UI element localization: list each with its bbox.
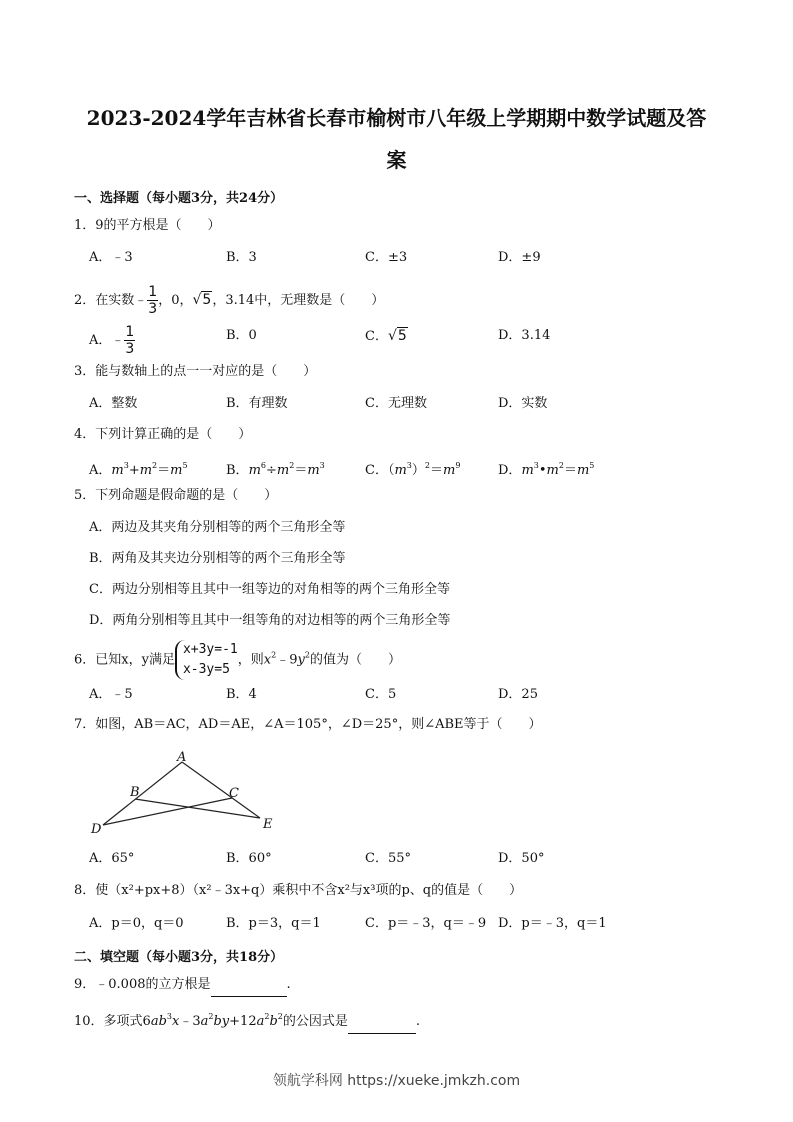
label-d: D [91, 822, 102, 837]
q3-option-d: D．实数 [498, 396, 548, 411]
triangle-figure [85, 748, 295, 843]
title-line-2: 案 [386, 148, 407, 172]
q4-stem: 4．下列计算正确的是（ ） [74, 427, 252, 442]
q8-option-d: D．p＝﹣3，q＝1 [498, 916, 607, 931]
q3-option-a: A．整数 [89, 396, 138, 411]
q1-option-a: A．﹣3 [89, 250, 133, 265]
label-b: B [130, 785, 140, 800]
q7-option-c: C．55° [365, 851, 411, 866]
q7-option-a: A．65° [89, 851, 135, 866]
q6-option-a: A．﹣5 [89, 687, 133, 702]
q6-option-d: D．25 [498, 687, 538, 702]
square-root: √5 [192, 292, 212, 308]
q8-option-b: B．p＝3，q＝1 [226, 916, 321, 931]
q4-option-b: B．$m^6\div m^2=m^3$ [226, 461, 325, 478]
fraction: $\frac{1}{3}$ [148, 284, 158, 317]
q7-option-b: B．60° [226, 851, 272, 866]
q3-option-c: C．无理数 [365, 396, 427, 411]
section-2-heading: 二、填空题（每小题3分，共18分） [74, 950, 284, 965]
q2-option-c: C．√5 [365, 328, 407, 344]
q7-option-d: D．50° [498, 851, 545, 866]
answer-blank [211, 978, 287, 997]
q3-option-b: B．有理数 [226, 396, 288, 411]
title-line-1: 2023-2024学年吉林省长春市榆树市八年级上学期期中数学试题及答 [86, 106, 707, 130]
label-a: A [177, 750, 187, 765]
q6-stem: 6．已知x，y满足x+3y=-1 x-3y=5，则$x^2﹣9y^2$的值为（ ） [74, 640, 401, 680]
section-1-heading: 一、选择题（每小题3分，共24分） [74, 191, 284, 206]
q6-option-c: C．5 [365, 687, 397, 702]
q5-stem: 5．下列命题是假命题的是（ ） [74, 488, 278, 503]
q5-option-c: C．两边分别相等且其中一组等边的对角相等的两个三角形全等 [89, 582, 450, 597]
q4-option-a: A．$m^3+m^2=m^5$ [89, 461, 188, 478]
q6-option-b: B．4 [226, 687, 257, 702]
q8-option-c: C．p＝﹣3，q＝﹣9 [365, 916, 487, 931]
q8-stem: 8．使（x²+px+8）（x²﹣3x+q）乘积中不含x²与x³项的p、q的值是（ ） [74, 883, 523, 898]
q2-option-b: B．0 [226, 328, 257, 343]
q4-option-c: C．$(m^3)^2=m^9$ [365, 461, 461, 478]
label-e: E [263, 817, 273, 832]
q10-stem: 10．多项式$6ab^3x﹣3a^2by+12a^2b^2$的公因式是 . [74, 1008, 420, 1034]
footer-watermark: 领航学科网 https://xueke.jmkzh.com [272, 1073, 521, 1089]
q8-option-a: A．p＝0，q＝0 [89, 916, 184, 931]
label-c: C [229, 786, 239, 801]
q2-option-a: A．﹣ $\frac{1}{3}$ [89, 324, 135, 357]
q2-stem: 2．在实数﹣ $\frac{1}{3}$ ，0，√5，3.14中，无理数是（ ） [74, 284, 385, 317]
q4-option-d: D．$m^3•m^2=m^5$ [498, 461, 595, 478]
q2-option-d: D．3.14 [498, 328, 551, 343]
q1-stem: 1．9的平方根是（ ） [74, 218, 221, 233]
q1-option-b: B．3 [226, 250, 257, 265]
q7-stem: 7．如图，AB＝AC，AD＝AE，∠A＝105°，∠D＝25°，则∠ABE等于（ ） [74, 717, 542, 732]
answer-blank [348, 1015, 416, 1034]
q5-option-b: B．两角及其夹边分别相等的两个三角形全等 [89, 551, 346, 566]
q1-option-c: C．±3 [365, 250, 408, 265]
q5-option-d: D．两角分别相等且其中一组等角的对边相等的两个三角形全等 [89, 613, 451, 628]
equation-system: x+3y=-1 x-3y=5 [175, 640, 238, 680]
q1-option-d: D．±9 [498, 250, 541, 265]
q3-stem: 3．能与数轴上的点一一对应的是（ ） [74, 364, 317, 379]
q9-stem: 9．﹣0.008的立方根是 . [74, 976, 291, 997]
q5-option-a: A．两边及其夹角分别相等的两个三角形全等 [89, 520, 346, 535]
